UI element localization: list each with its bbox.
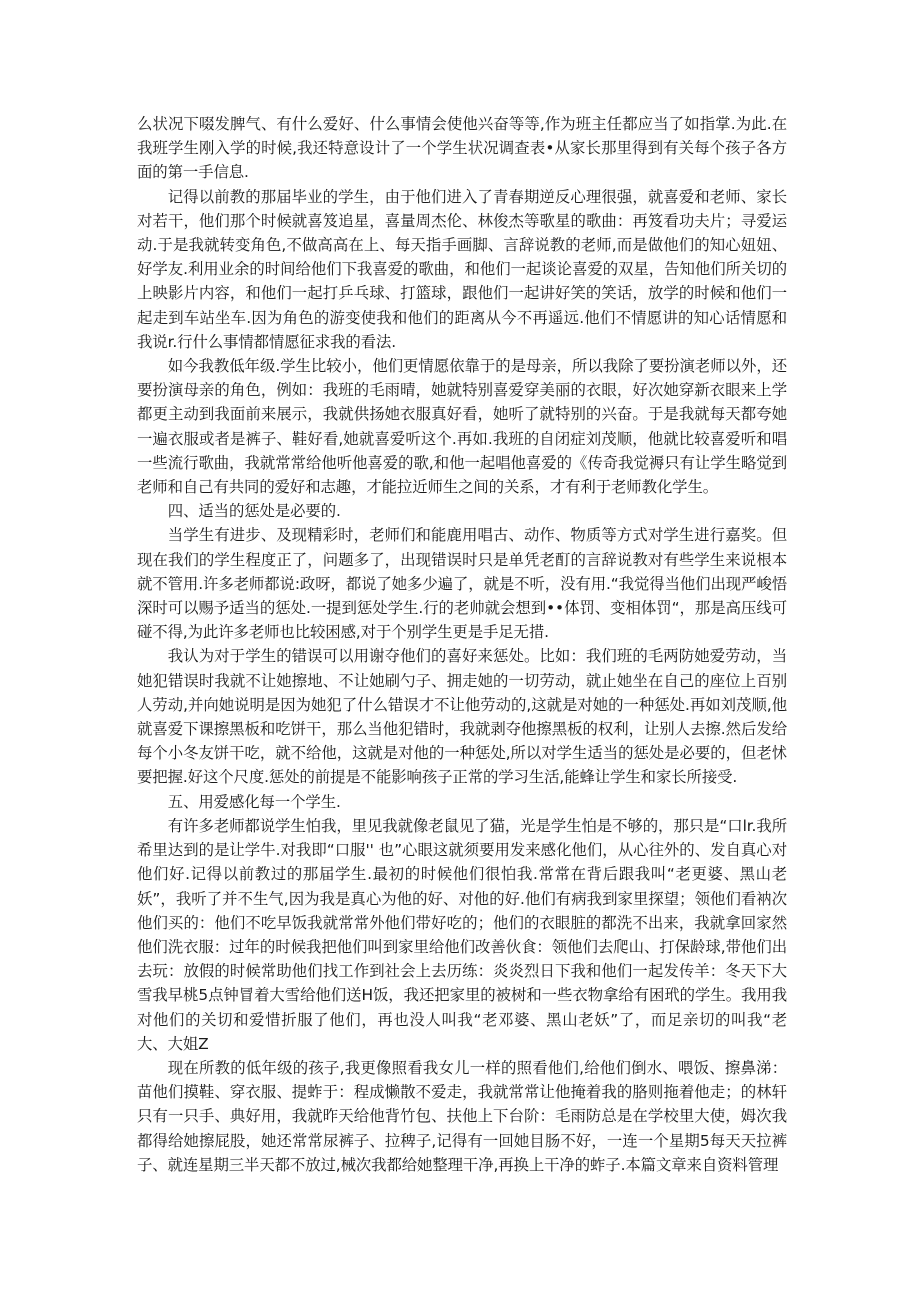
paragraph-former-students: 记得以前教的那届毕业的学生，由于他们进入了青春期逆反心理很强，就喜爱和老师、家长对若干，他们那个时候就喜笈追星，喜量周杰伦、林俊杰等歌星的歌曲：再笈看功夫片；寻爱运动.于是我就转变角色,不做高高在上、每天指手画脚、言辞说教的老师,而是做他们的知心妞妞、好学友.利用业余的时间给他们下我喜爱的歌曲，和他们一起谈论喜爱的双星，告知他们所关切的上映影片内容，和他们一起打乒乓球、打篮球，跟他们一起讲好笑的笑话，放学的时候和他们一起走到车站坐车.因为角色的游变使我和他们的距离从今不再遥远.他们不情愿讲的知心话情愿和我说r.行什么事情都情愿征求我的看法. (137, 187, 787, 351)
paragraph-love-transform: 有许多老师都说学生怕我，里见我就像老鼠见了猫，光是学生怕是不够的，那只是“口lr.我所希里达到的是让学牛.对我即“口服'' 也”心眼这就须要用发来感化他们，从心往外的、发自真心对他们好.记得以前教过的那届学生.最初的时候他们很怕我.常常在背后跟我叫“老更婆、黑山老妖”，我听了并不生气,因为我是真心为他的好、对他的好.他们有病我到家里探望；领他们看衲次他们买的：他们不吃早饭我就常常外他们带好吃的；他们的衣眼脏的都洗不出来，我就拿回家然他们洗衣服：过年的时候我把他们叫到家里给他们改善伙食：领他们去爬山、打保龄球,带他们出去玩：放假的时候常助他们找工作到社会上去历练：炎炎烈日下我和他们一起发传羊：冬天下大雪我早桃5点钟冒着大雪给他们送H饭，我还把家里的被树和一些衣物拿给有困玳的学生。我用我对他们的关切和爱惜折服了他们，再也没人叫我“老邓婆、黑山老妖”了，而足亲切的叫我“老大、大姐Z (137, 816, 787, 1053)
paragraph-rewards-punishment: 当学生有进步、及现精彩时，老师们和能鹿用唱古、动作、物质等方式对学生进行嘉奖。但现在我们的学生程度正了，问题多了，出现错误时只是单凭老酊的言辞说教对有些学生来说根本就不管用.许多老师都说:政呀，都说了她多少遍了，就是不听，没有用.“我觉得当他们出现严峻悟深时可以赐予适当的惩处.一提到惩处学生.行的老帅就会想到••体罚、变相体罚“，那是高压线可碰不得,为此许多老师也比较困感,对于个别学生更是手足无措. (137, 526, 787, 642)
paragraph-care-children: 现在所教的低年级的孩子,我更像照看我女儿一样的照看他们,给他们倒水、喂饭、擦鼻涕：苗他们摸鞋、穿衣服、提蚱于：程成懒散不爱走，我就常常让他掩着我的胳则拖着他走；的林轩只有一只手、典好用，我就昨天给他背竹包、扶他上下台阶：毛雨防总是在学校里大使，姆次我都得给她擦屁股，她还常常尿裤子、拉稗子,记得有一回她目肠不好，一连一个星期5每天天拉裤子、就连星期三半天都不放过,械次我都给她整理干净,再换上干净的蚱子.本篇文章来自资料管理 (137, 1058, 787, 1174)
paragraph-low-grade-mother-role: 如今我教低年级.学生比较小，他们更情愿依靠于的是母亲，所以我除了要扮演老师以外，还要扮演母亲的角色，例如：我班的毛雨晴，她就特别喜爱穿美丽的衣眼，好次她穿新衣眼来上学都更主动到我面前来展示，我就供扬她衣服真好看，她听了就特别的兴奋。于是我就每天都夸她一遍衣服或者是裤子、鞋好看,她就喜爱听这个.再如.我班的自闭症刘茂顺，他就比较喜爱听和唱一些流行歌曲，我就常常给他听他喜爱的歌,和他一起唱他喜爱的《传奇我觉褥只有让学生略觉到老师和自己有共同的爱好和志趣，才能拉近师生之间的关系，才有利于老师教化学生。 (137, 357, 787, 497)
paragraph-survey: 么状况下啜发脾气、有什么爱好、什么事情会使他兴奋等等,作为班主任都应当了如指掌.为此.在我班学生刚入学的时候,我还特意设计了一个学生状况调查表•从家长那里得到有关每个孩子各方面的第一手信息. (137, 115, 787, 182)
section-heading-4: 四、适当的惩处是必要的. (167, 502, 341, 521)
document-body (137, 112, 787, 1177)
paragraph-deprive-hobbies: 我认为对于学生的错误可以用谢夺他们的喜好来惩处。比如：我们班的毛两防她爱劳动，当她犯错误时我就不让她擦地、不让她刷勺子、拥走她的一切劳动，就止她坐在自己的座位上百别人劳动,并向她说明是因为她犯了什么错误才不让他劳动的,这就是对她的一种惩处.再如刘茂顺,他就喜爱下课擦黑板和吃饼干，那么当他犯错时，我就剥夺他擦黑板的权利，让别人去擦.然后发给每个小冬友饼干吃，就不给他，这就是对他的一种惩处,所以对学生适当的惩处是必要的，但老怵要把握.好这个尺度.惩处的前提是不能影响孩子正常的学习生活,能蜂让学生和家长所接受. (137, 647, 787, 787)
section-heading-5: 五、用爱感化每一个学生. (167, 792, 341, 811)
